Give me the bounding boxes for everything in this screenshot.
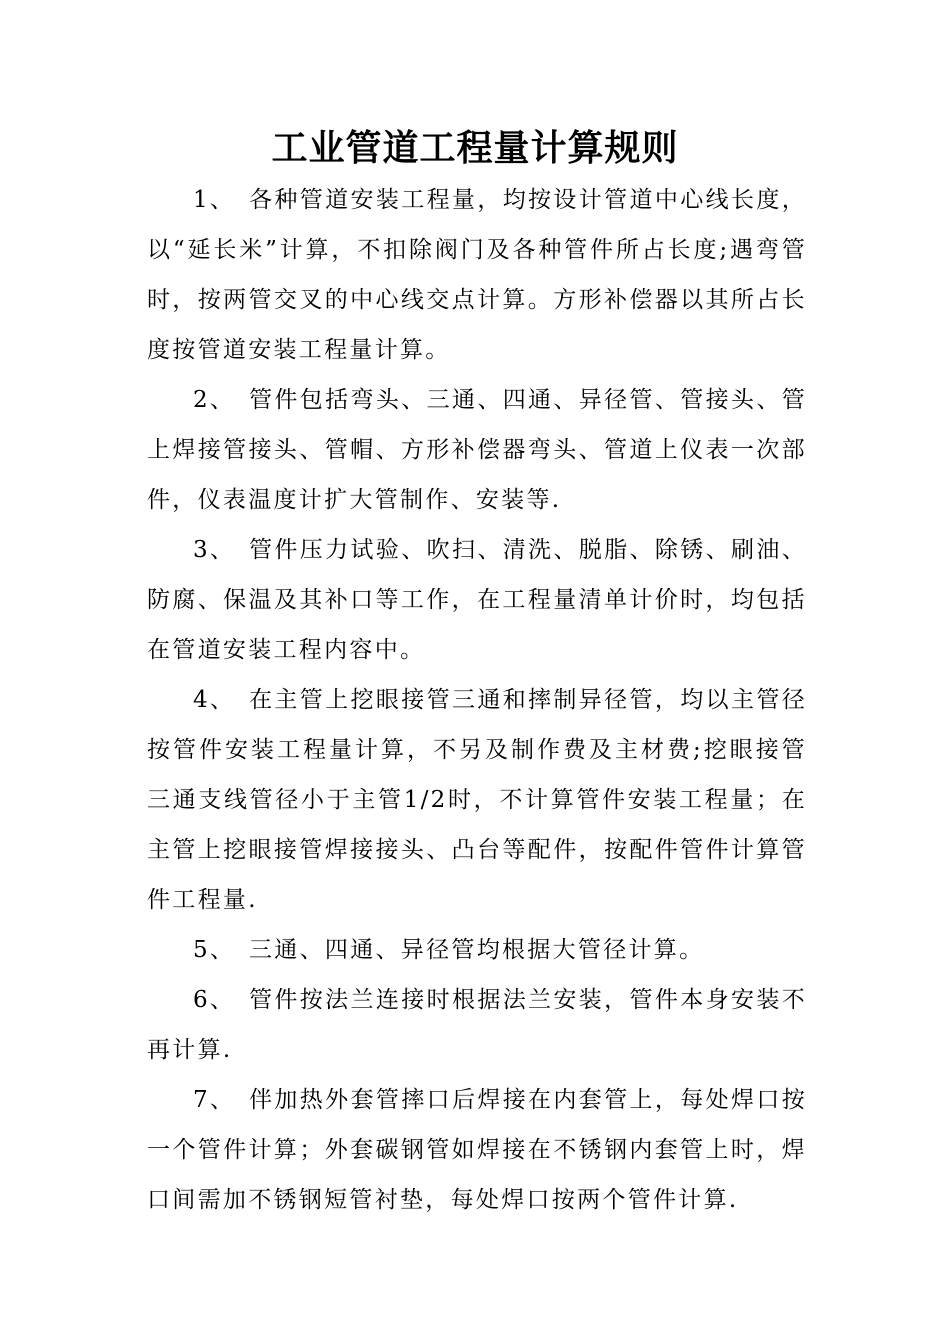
paragraph-text: 管件按法兰连接时根据法兰安装，管件本身安装不再计算. (147, 987, 807, 1063)
paragraph-7 (147, 1075, 807, 1225)
paragraph-number: 2、 (193, 387, 236, 413)
paragraph-number: 7、 (193, 1087, 236, 1113)
paragraph-4 (147, 675, 807, 925)
paragraph-5 (147, 925, 807, 975)
paragraph-text: 在主管上挖眼接管三通和摔制异径管，均以主管径按管件安装工程量计算，不另及制作费及主材费;挖眼接管三通支线管径小于主管1/2时，不计算管件安装工程量；在主管上挖眼接管焊接接头、凸台等配件，按配件管件计算管件工程量. (147, 687, 807, 913)
paragraph-text: 三通、四通、异径管均根据大管径计算。 (249, 937, 705, 963)
paragraph-number: 6、 (193, 987, 236, 1013)
paragraph-text: 管件压力试验、吹扫、清洗、脱脂、除锈、刷油、防腐、保温及其补口等工作，在工程量清单计价时，均包括在管道安装工程内容中。 (147, 537, 807, 663)
paragraph-number: 5、 (193, 937, 236, 963)
paragraph-number: 4、 (193, 687, 236, 713)
paragraph-2 (147, 375, 807, 525)
document-body (147, 175, 807, 1225)
page-title: 工业管道工程量计算规则 (271, 127, 679, 169)
paragraph-text: 各种管道安装工程量，均按设计管道中心线长度，以“延长米”计算，不扣除阀门及各种管件所占长度;遇弯管时，按两管交叉的中心线交点计算。方形补偿器以其所占长度按管道安装工程量计算。 (147, 187, 807, 363)
paragraph-text: 伴加热外套管摔口后焊接在内套管上，每处焊口按一个管件计算；外套碳钢管如焊接在不锈钢内套管上时，焊口间需加不锈钢短管衬垫，每处焊口按两个管件计算. (147, 1087, 807, 1213)
paragraph-6 (147, 975, 807, 1075)
paragraph-3 (147, 525, 807, 675)
paragraph-number: 1、 (193, 187, 236, 213)
paragraph-1 (147, 175, 807, 375)
paragraph-text: 管件包括弯头、三通、四通、异径管、管接头、管上焊接管接头、管帽、方形补偿器弯头、管道上仪表一次部件，仪表温度计扩大管制作、安装等. (147, 387, 807, 513)
paragraph-number: 3、 (193, 537, 236, 563)
